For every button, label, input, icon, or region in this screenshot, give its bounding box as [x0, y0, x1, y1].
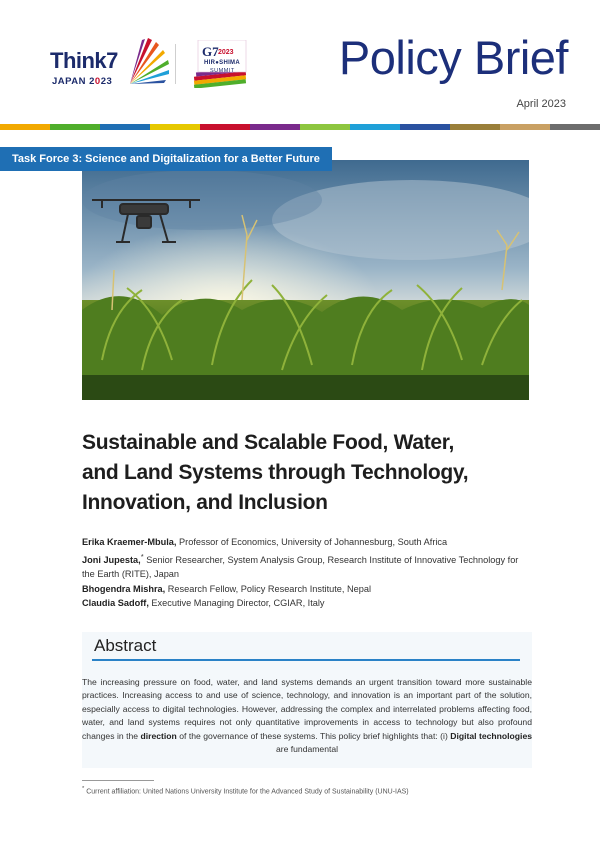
author-role: Professor of Economics, University of Johannesburg, South Africa: [176, 537, 448, 547]
author-role: Executive Managing Director, CGIAR, Italy: [148, 598, 325, 609]
abstract-body: The increasing pressure on food, water, and land systems demands an urgent transition toward more sustainable practices. Increasing access to and use of science, technology, and innovation is an important part of the solution, especially access to digital technologies. However, addressing the complex and interrelated problems affecting food, water, and land systems requires not only quantitative improvements in access to technology but also profound changes in the direction of the governance of these systems. This policy brief highlights that: (i) Digital technologies are fundamental: [82, 677, 532, 755]
g7-mark: G7: [202, 44, 219, 59]
title-line: Innovation, and Inclusion: [82, 491, 328, 514]
think7-subtitle: JAPAN 2023: [52, 76, 113, 87]
color-stripe: [0, 124, 600, 130]
abstract-divider: [92, 659, 520, 661]
author-name: Claudia Sadoff,: [82, 598, 149, 609]
footnote: [82, 786, 409, 795]
footnote-marker: *: [140, 551, 144, 561]
hero-image: [82, 160, 529, 400]
author-entry: [82, 550, 532, 582]
stripe-segment: [100, 124, 150, 130]
author-role: Senior Researcher, System Analysis Group, Research Institute of Innovative Technology for the Earth (RITE), Japan: [82, 554, 519, 580]
abstract-section: [82, 632, 532, 768]
author-entry: [82, 582, 532, 597]
stripe-segment: [150, 124, 200, 130]
g7-city: HIR●SHIMA: [204, 60, 240, 66]
stripe-segment: [200, 124, 250, 130]
emphasis-direction: direction: [140, 730, 177, 741]
author-list: [82, 535, 532, 611]
stripe-segment: [400, 124, 450, 130]
footnote-marker: *: [82, 786, 85, 792]
stripe-segment: [0, 124, 50, 130]
title-line: Sustainable and Scalable Food, Water,: [82, 431, 455, 454]
author-name: Joni Jupesta,: [82, 554, 141, 565]
brief-title: [82, 428, 532, 518]
stripe-segment: [500, 124, 550, 130]
g7-year: 2023: [218, 49, 234, 56]
think7-wordmark: Think7: [50, 48, 118, 73]
stripe-segment: [550, 124, 600, 130]
author-name: Bhogendra Mishra,: [82, 583, 166, 594]
title-line: and Land Systems through Technology,: [82, 461, 469, 484]
stripe-segment: [300, 124, 350, 130]
emphasis-digital-technologies: Digital technologies: [450, 730, 532, 741]
think7-burst-icon: [126, 38, 170, 88]
stripe-segment: [450, 124, 500, 130]
stripe-segment: [250, 124, 300, 130]
author-entry: [82, 596, 532, 611]
g7-summit-logo: [188, 40, 250, 88]
policy-brief-title: Policy Brief: [338, 31, 568, 84]
author-name: Erika Kraemer-Mbula,: [82, 537, 177, 547]
footnote-text: Current affiliation: United Nations University Institute for the Advanced Study of Sustainability (UNU-IAS): [84, 788, 409, 796]
author-entry: [82, 535, 532, 550]
abstract-heading: Abstract: [94, 636, 157, 655]
page-header: [0, 0, 600, 128]
logo-divider: [175, 44, 176, 84]
footnote-divider: [82, 780, 154, 781]
stripe-segment: [50, 124, 100, 130]
g7-summit-label: SUMMIT: [210, 68, 235, 74]
task-force-banner: Task Force 3: Science and Digitalization for a Better Future: [0, 147, 332, 171]
publication-date: April 2023: [516, 98, 566, 110]
think7-logo: [50, 38, 165, 93]
cornfield-drone-photo: [82, 160, 529, 400]
stripe-segment: [350, 124, 400, 130]
author-role: Research Fellow, Policy Research Institute, Nepal: [165, 583, 372, 594]
